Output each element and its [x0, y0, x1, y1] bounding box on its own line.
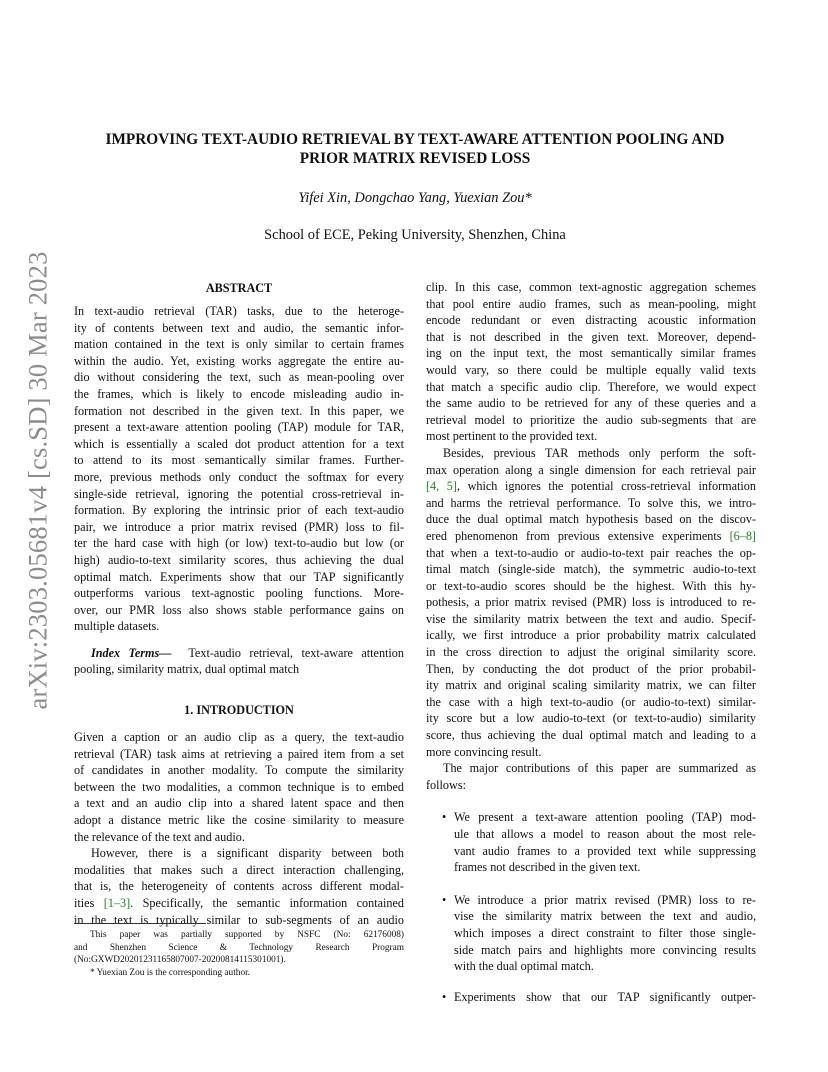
- index-terms-label: Index Terms—: [91, 645, 172, 660]
- bullet-icon: •: [442, 989, 447, 1004]
- text-line: would vary, so there could be multiple equally valid texts: [426, 362, 756, 377]
- text-line: that is not described in the given text. Moreover, depend-: [426, 329, 756, 344]
- text-line: pair, we introduce a prior matrix revised (PMR) loss to fil-: [74, 519, 404, 534]
- text-line: ity score but a low audio-to-text (or text-to-audio) similarity: [426, 711, 756, 726]
- text-line: In text-audio retrieval (TAR) tasks, due to the heteroge-: [74, 304, 404, 318]
- text-line: [4, 5], which ignores the potential cross-retrieval information: [426, 479, 756, 494]
- text-line: that pool entire audio frames, such as mean-pooling, might: [426, 296, 756, 311]
- text-line: ities [1–3]. Specifically, the semantic information contained: [74, 896, 405, 910]
- arxiv-stamp: arXiv:2303.05681v4 [cs.SD] 30 Mar 2023: [22, 250, 53, 710]
- text-line: modalities that makes such a direct interaction challenging,: [74, 862, 404, 877]
- citation-link[interactable]: [4, 5]: [426, 479, 457, 494]
- title-line: IMPROVING TEXT-AUDIO RETRIEVAL BY TEXT-AWARE ATTENTION POOLING AND: [105, 131, 725, 148]
- right-paragraph-2: [426, 445, 756, 760]
- text-line: We present a text-aware attention pooling (TAP) mod-: [454, 810, 756, 825]
- text-line: ered phenomenon from previous extensive experiments [6–8]: [426, 528, 756, 543]
- text-line: in the cross direction to adjust the original similarity score.: [426, 645, 756, 660]
- text-line: formation not described in the given text. In this paper, we: [74, 403, 404, 418]
- text-line: more, previous methods only conduct the softmax for every: [74, 469, 404, 484]
- paper-title: [80, 130, 750, 168]
- right-paragraph-3: [426, 760, 756, 793]
- text-line: the relevance of the text and audio.: [74, 829, 245, 844]
- affiliation: School of ECE, Peking University, Shenzhen, China: [264, 227, 566, 243]
- text-line: Given a caption or an audio clip as a query, the text-audio: [74, 730, 404, 745]
- text-line: the frames, which is likely to encode misleading audio in-: [74, 386, 404, 401]
- text-line: which imposes a direct constraint to filter those single-: [454, 925, 756, 940]
- text-line: ule that allows a model to reason about the most rele-: [454, 827, 756, 841]
- text-line: high) audio-to-text similarity scores, thus achieving the dual: [74, 552, 404, 567]
- text-line: that is, the heterogeneity of contents across different modal-: [74, 879, 404, 894]
- text-line: duce the dual optimal match hypothesis based on the discov-: [426, 512, 756, 527]
- footnotes: [74, 929, 404, 979]
- citation-link[interactable]: [1–3]: [103, 896, 131, 910]
- text-line: between the two modalities, a common technique is to embed: [74, 779, 404, 794]
- text-line: However, there is a significant disparity between both: [91, 846, 404, 861]
- text-line: the case with a high text-to-audio (or audio-to-text) similar-: [426, 694, 756, 709]
- footnote-line: This paper was partially supported by NSFC (No: 62176008): [90, 930, 404, 940]
- abstract-body: [74, 303, 404, 635]
- text-line: Experiments show that our TAP significantly outper-: [454, 989, 756, 1004]
- text-line: mation contained in the text is only similar to certain frames: [74, 337, 404, 352]
- text-line: clip. In this case, common text-agnostic aggregation schemes: [426, 280, 756, 294]
- introduction-heading: 1. INTRODUCTION: [184, 703, 294, 718]
- contributions-list: [426, 809, 756, 1005]
- authors: Yifei Xin, Dongchao Yang, Yuexian Zou*: [298, 190, 532, 206]
- text-line: retrieval model to prioritize the audio sub-segments that are: [426, 412, 756, 427]
- text-line: with the dual optimal match.: [454, 959, 594, 974]
- right-paragraph-1: [426, 279, 756, 445]
- text-line: Besides, previous TAR methods only perform the soft-: [443, 445, 756, 460]
- text-line: vant audio frames to a provided text while suppressing: [454, 843, 756, 858]
- text-line: ing on the input text, the most semantically similar frames: [426, 346, 756, 361]
- text-line: over, our PMR loss also shows stable performance gains on: [74, 602, 404, 617]
- text-line: ity matrix and original scaling similarity matrix, we can filter: [426, 678, 756, 693]
- text-line: that when a text-to-audio or audio-to-text pair reaches the op-: [426, 545, 756, 560]
- text-line: ity of contents between text and audio, the semantic infor-: [74, 320, 404, 335]
- footnote-line: and Shenzhen Science & Technology Research Program: [74, 942, 404, 953]
- text-line: present a text-aware attention pooling (TAP) module for TAR,: [74, 420, 404, 435]
- text-line: side match pairs and highlights more convincing results: [454, 942, 756, 957]
- bullet-icon: •: [442, 810, 447, 825]
- text-line: vise the similarity matrix between the text and audio. Specif-: [426, 611, 756, 626]
- text-line: follows:: [426, 777, 466, 792]
- text-line: The major contributions of this paper are summarized as: [443, 761, 756, 776]
- text-line: pooling, similarity matrix, dual optimal match: [74, 662, 300, 677]
- footnote-rule: [74, 923, 206, 924]
- list-item: [442, 809, 756, 875]
- text-line: pothesis, a prior matrix revised (PMR) loss is introduced to re-: [426, 595, 756, 610]
- text-line: retrieval (TAR) task aims at retrieving a paired item from a set: [74, 746, 404, 761]
- left-column: [74, 280, 404, 928]
- text-line: the same audio to be retrieved for any of these queries and a: [426, 396, 756, 411]
- footnote-line: (No:GXWD20201231165807007-20200814115301001).: [74, 955, 286, 965]
- citation-link[interactable]: [6–8]: [729, 528, 756, 543]
- text-line: We introduce a prior matrix revised (PMR) loss to re-: [454, 892, 756, 907]
- right-column: [426, 279, 756, 1005]
- text-line: most pertinent to the provided text.: [426, 429, 598, 444]
- text-line: dio without considering the text, such as mean-pooling over: [74, 370, 404, 385]
- intro-paragraph-2: [74, 845, 404, 928]
- text-line: ter the hard case with high (or low) text-to-audio but low (or: [74, 536, 404, 551]
- text-line: or text-to-audio scores should be the highest. With this hy-: [426, 578, 756, 593]
- text-line: within the audio. Yet, existing works aggregate the entire au-: [74, 353, 404, 368]
- footnote-line: * Yuexian Zou is the corresponding author.: [90, 967, 250, 978]
- text-line: ically, we first introduce a prior probability matrix calculated: [426, 628, 756, 643]
- text-line: timal match (single-side match), the symmetric audio-to-text: [426, 562, 756, 577]
- abstract-heading: ABSTRACT: [205, 281, 273, 295]
- text-line: Then, by conducting the dot product of the prior probabil-: [426, 661, 756, 676]
- text-line: formation. By exploring the intrinsic prior of each text-audio: [74, 503, 404, 518]
- text-line: Text-audio retrieval, text-aware attention: [188, 645, 404, 660]
- list-item: [442, 892, 756, 975]
- text-line: multiple datasets.: [74, 619, 160, 634]
- text-line: frames not described in the given text.: [454, 860, 641, 875]
- text-line: of candidates in another modality. To compute the similarity: [74, 763, 404, 778]
- text-line: and harms the retrieval performance. To solve this, we intro-: [426, 495, 756, 510]
- text-line: more convincing result.: [426, 744, 542, 759]
- text-line: adopt a distance metric like the cosine similarity to measure: [74, 813, 404, 828]
- title-line: PRIOR MATRIX REVISED LOSS: [299, 150, 531, 167]
- text-line: vise the similarity matrix between the text and audio,: [454, 909, 756, 924]
- text-line: outperforms various text-agnostic pooling functions. More-: [74, 586, 404, 601]
- index-terms: [74, 645, 404, 678]
- text-line: max operation along a single dimension for each retrieval pair: [426, 462, 756, 477]
- text-line: encode redundant or even distracting acoustic information: [426, 313, 756, 328]
- text-line: which is essentially a scaled dot product attention for a text: [74, 436, 404, 451]
- text-line: optimal match. Experiments show that our TAP significantly: [74, 569, 404, 584]
- text-line: to attend to its most semantically similar frames. Further-: [74, 453, 404, 468]
- text-line: single-side retrieval, ignoring the potential cross-retrieval in-: [74, 486, 404, 501]
- bullet-icon: •: [442, 892, 447, 907]
- text-line: a text and an audio clip into a shared latent space and then: [74, 796, 404, 811]
- intro-paragraph-1: [74, 729, 404, 845]
- list-item: [442, 989, 756, 1006]
- text-line: score, thus achieving the dual optimal match and leading to a: [426, 728, 756, 743]
- text-line: that match a specific audio clip. Therefore, we would expect: [426, 379, 756, 394]
- text-line: in the text is typically similar to sub-segments of an audio: [74, 912, 404, 927]
